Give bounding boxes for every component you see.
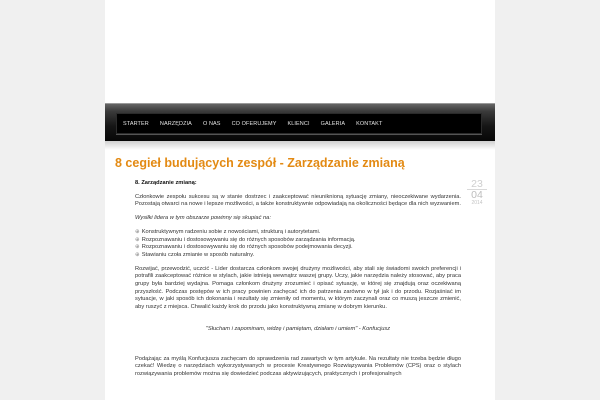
nav-item-galeria[interactable]: GALERIA <box>320 120 346 127</box>
nav-item-o-nas[interactable]: O NAS <box>202 120 221 127</box>
paragraph-2: Rozwijać, przewodzić, uczcić - Lider dostarcza członkom swojej drużyny możliwości, aby stali się świadomi swoich preferencji i potrafili zaakceptować różnice w stylach, jakie istnieją wewnątrz waszej grupy. Uczy, jakie narzędzia należy stosować, aby praca grupy była bardziej wydajna. Pomaga członkom drużyny zrozumieć i opisać sytuację, w której się znajdują oraz oczekiwaną przyszłość. Podczas postępów w ich pracy powinien zachęcać ich do patrzenia zarówno w tył jak i do przodu. Rozjaśniać im sytuacje, w jaki sposób ich dokonania i rezultaty się zmieniły od momentu, w którym zaczynali oraz co muszą jeszcze zmienić, aby ruszyć z miejsca. Chwalić każdy krok do przodu jako konstruktywną zmianę w dobrym kierunku. <box>135 265 461 311</box>
plus-circle-icon: ⊕ <box>135 236 140 243</box>
focus-list <box>135 229 461 260</box>
main-menu <box>116 113 482 134</box>
header-area <box>105 0 495 103</box>
list-item-text: Rozpoznawaniu i dostosowywaniu się do różnych sposobów zarządzania informacją. <box>141 236 356 243</box>
post-date-month: 04 <box>467 189 487 200</box>
list-item-text: Rozpoznawaniu i dostosowywaniu się do różnych sposobów podejmowania decyzji. <box>141 244 353 251</box>
nav-item-kontakt[interactable]: KONTAKT <box>356 120 383 127</box>
post-title[interactable]: 8 cegieł budujących zespół - Zarządzanie zmianą <box>115 156 405 170</box>
quote: "Słucham i zapominam, widzę i pamiętam, działam i umiem" - Konfucjusz <box>205 325 391 332</box>
post-date-day: 23 <box>471 178 483 190</box>
list-item-text: Konstruktywnym radzeniu sobie z nowościami, strukturą i autorytetami. <box>141 228 321 235</box>
nav-divider <box>105 141 495 150</box>
post-date <box>467 179 487 207</box>
paragraph-1: Członkowie zespołu sukcesu są w stanie dostrzec i zaakceptować nieuniknioną sytuację zmiany, nieoczekiwane wydarzenia. Pozostają otwarci na nowe i lepsze możliwości, a także konstruktywnie odpowiadają na okoliczności będące dla nich wyzwaniem. <box>135 193 461 208</box>
plus-circle-icon: ⊕ <box>135 244 140 251</box>
list-item <box>135 244 461 252</box>
nav-item-starter[interactable]: STARTER <box>123 120 149 127</box>
nav-item-narzedzia[interactable]: NARZĘDZIA <box>159 120 192 127</box>
main-navigation-bar <box>105 103 495 141</box>
list-item <box>135 229 461 237</box>
list-item <box>135 252 461 260</box>
list-item-text: Stawianiu czoła zmianie w sposób naturalny. <box>141 251 255 258</box>
post-date-year: 2014 <box>471 200 483 206</box>
paragraph-3: Podążając za myślą Konfucjusza zachęcam do sprawdzenia rad zawartych w tym artykule. Na rezultaty nie trzeba będzie długo czekać! Wiedzę o narzędziach wykorzystywanych w procesie Kreatywnego Rozwiązywania Problemów (CPS) oraz o stylach rozwiązywania problemów można się dowiedzieć podczas aktywizujących, praktycznych i profesjonalnych <box>135 355 461 377</box>
list-item <box>135 237 461 245</box>
post-content <box>135 180 461 385</box>
page-container <box>105 0 495 400</box>
nav-item-klienci[interactable]: KLIENCI <box>287 120 310 127</box>
plus-circle-icon: ⊕ <box>135 251 140 258</box>
section-heading: 8. Zarządzanie zmianą: <box>135 180 197 186</box>
intro-text: Wysiłki lidera w tym obszarze powinny się skupiać na: <box>135 215 271 222</box>
nav-item-co-oferujemy[interactable]: CO OFERUJEMY <box>231 120 277 127</box>
plus-circle-icon: ⊕ <box>135 228 140 235</box>
